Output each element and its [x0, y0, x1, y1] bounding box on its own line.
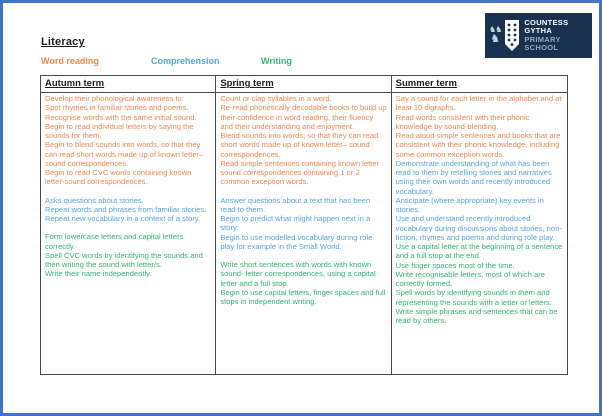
term-header: Spring term — [216, 76, 390, 93]
curriculum-line: Read words consistent with their phonic knowledge by sound-blending. — [395, 112, 530, 131]
curriculum-line: Count or clap syllables in a word. — [220, 94, 332, 103]
term-body — [41, 93, 215, 281]
term-header: Autumn term — [41, 76, 215, 93]
curriculum-line: Anticipate (where appropriate) key events in stories. — [395, 195, 544, 214]
school-name-line: SCHOOL — [524, 42, 559, 52]
strand-section-comprehension — [220, 196, 386, 252]
strand-section-word-reading — [220, 94, 386, 187]
curriculum-line: Write their name independently. — [45, 269, 152, 279]
curriculum-line: Repeat new vocabulary in a context of a story. — [45, 214, 201, 223]
page-title: Literacy — [41, 36, 85, 48]
school-crest-icon — [489, 20, 520, 52]
curriculum-line: Begin to predict what might happen next in a story. — [220, 214, 371, 233]
school-name — [524, 19, 568, 51]
strand-legend-row — [41, 56, 371, 66]
curriculum-line: Spot rhymes in familiar stories and poems. — [45, 103, 189, 113]
strand-section-writing — [396, 242, 563, 325]
curriculum-table — [40, 75, 568, 375]
curriculum-line: Write simple phrases and sentences that can be read by others. — [395, 306, 558, 325]
curriculum-line: Say a sound for each letter in the alphabet and at least 10 digraphs. — [395, 94, 562, 113]
term-body — [216, 93, 390, 308]
school-name-line: PRIMARY — [524, 34, 561, 44]
curriculum-line: Blend sounds into words, so that they can read short words made up of known letter– sound correspondences. — [220, 131, 379, 159]
curriculum-line: Begin to read CVC words containing known letter-sound correspondences. — [45, 168, 192, 187]
curriculum-line: Use a capital letter at the beginning of a sentence and a full stop at the end. — [395, 242, 563, 261]
curriculum-line: Demonstrate understanding of what has been read to them by retelling stories and narratives using their own words and recently introduced vocabulary. — [395, 158, 552, 196]
term-body — [392, 93, 567, 327]
curriculum-line: Use and understand recently introduced vocabulary during discussions about stories, non-fiction, rhymes and poems and during role play. — [395, 214, 562, 242]
curriculum-line: Re-read phonetically decodable books to build up their confidence in word reading, their fluency and their understanding and enjoyment. — [220, 103, 387, 131]
curriculum-line: Spell words by identifying sounds in them and representing the sounds with a letter or letters. — [395, 288, 552, 307]
strand-label-word-reading: Word reading — [41, 56, 99, 66]
curriculum-line: Begin to use modelled vocabulary during role play for example in the Small World. — [220, 232, 373, 251]
term-column-spring-term — [216, 76, 391, 374]
school-logo — [485, 13, 592, 58]
curriculum-line: Recognise words with the same initial sound. — [45, 112, 197, 122]
large-lion-glyph: ♞ — [490, 33, 501, 45]
small-lion-glyphs: ♞♞ — [489, 25, 502, 34]
strand-section-comprehension — [396, 159, 563, 242]
strand-label-writing: Writing — [261, 56, 292, 66]
curriculum-line: Repeat words and phrases from familiar stories. — [45, 204, 207, 214]
strand-section-comprehension — [45, 196, 211, 224]
term-column-autumn-term — [41, 76, 216, 374]
curriculum-line: Answer questions about a text that has been read to them. — [220, 195, 371, 214]
curriculum-line: Asks questions about stories. — [45, 195, 144, 205]
strand-section-writing — [45, 232, 211, 278]
school-name-line: GYTHA — [524, 26, 553, 36]
school-name-line: COUNTESS — [524, 18, 569, 28]
strand-label-comprehension: Comprehension — [151, 56, 220, 66]
curriculum-line: Write short sentences with words with known sound- letter correspondences, using a capital letter and a full stop. — [220, 260, 376, 288]
school-crest-shield-icon — [504, 20, 520, 52]
strand-section-writing — [220, 260, 386, 306]
curriculum-line: Spell CVC words by identifying the sounds and then writing the sound with letter/s. — [45, 250, 203, 269]
strand-section-word-reading — [45, 94, 211, 187]
term-header: Summer term — [392, 76, 567, 93]
curriculum-line: Begin to read individual letters by saying the sounds for them. — [45, 121, 194, 140]
curriculum-line: Read simple sentences containing known letter sound correspondences containing 1 or 2 common exception words. — [220, 158, 380, 187]
strand-section-word-reading — [396, 94, 563, 159]
curriculum-line: Begin to blend sounds into words, so that they can read short words made up of known letter– sound correspondences. — [45, 140, 204, 168]
curriculum-line: Develop their phonological awareness to: — [45, 94, 184, 103]
curriculum-line: Read aloud simple sentences and books that are consistent with their phonic knowledge, including some common exception words. — [395, 131, 561, 159]
curriculum-line: Use finger spaces most of the time. — [395, 260, 515, 270]
curriculum-line: Form lowercase letters and capital letters correctly. — [45, 232, 184, 251]
heraldic-lions-icon — [489, 26, 501, 45]
term-column-summer-term — [392, 76, 567, 374]
curriculum-line: Begin to use capital letters, finger spaces and full stops in independent writing. — [220, 287, 386, 306]
curriculum-line: Write recognisable letters, most of which are correctly formed. — [395, 269, 545, 288]
